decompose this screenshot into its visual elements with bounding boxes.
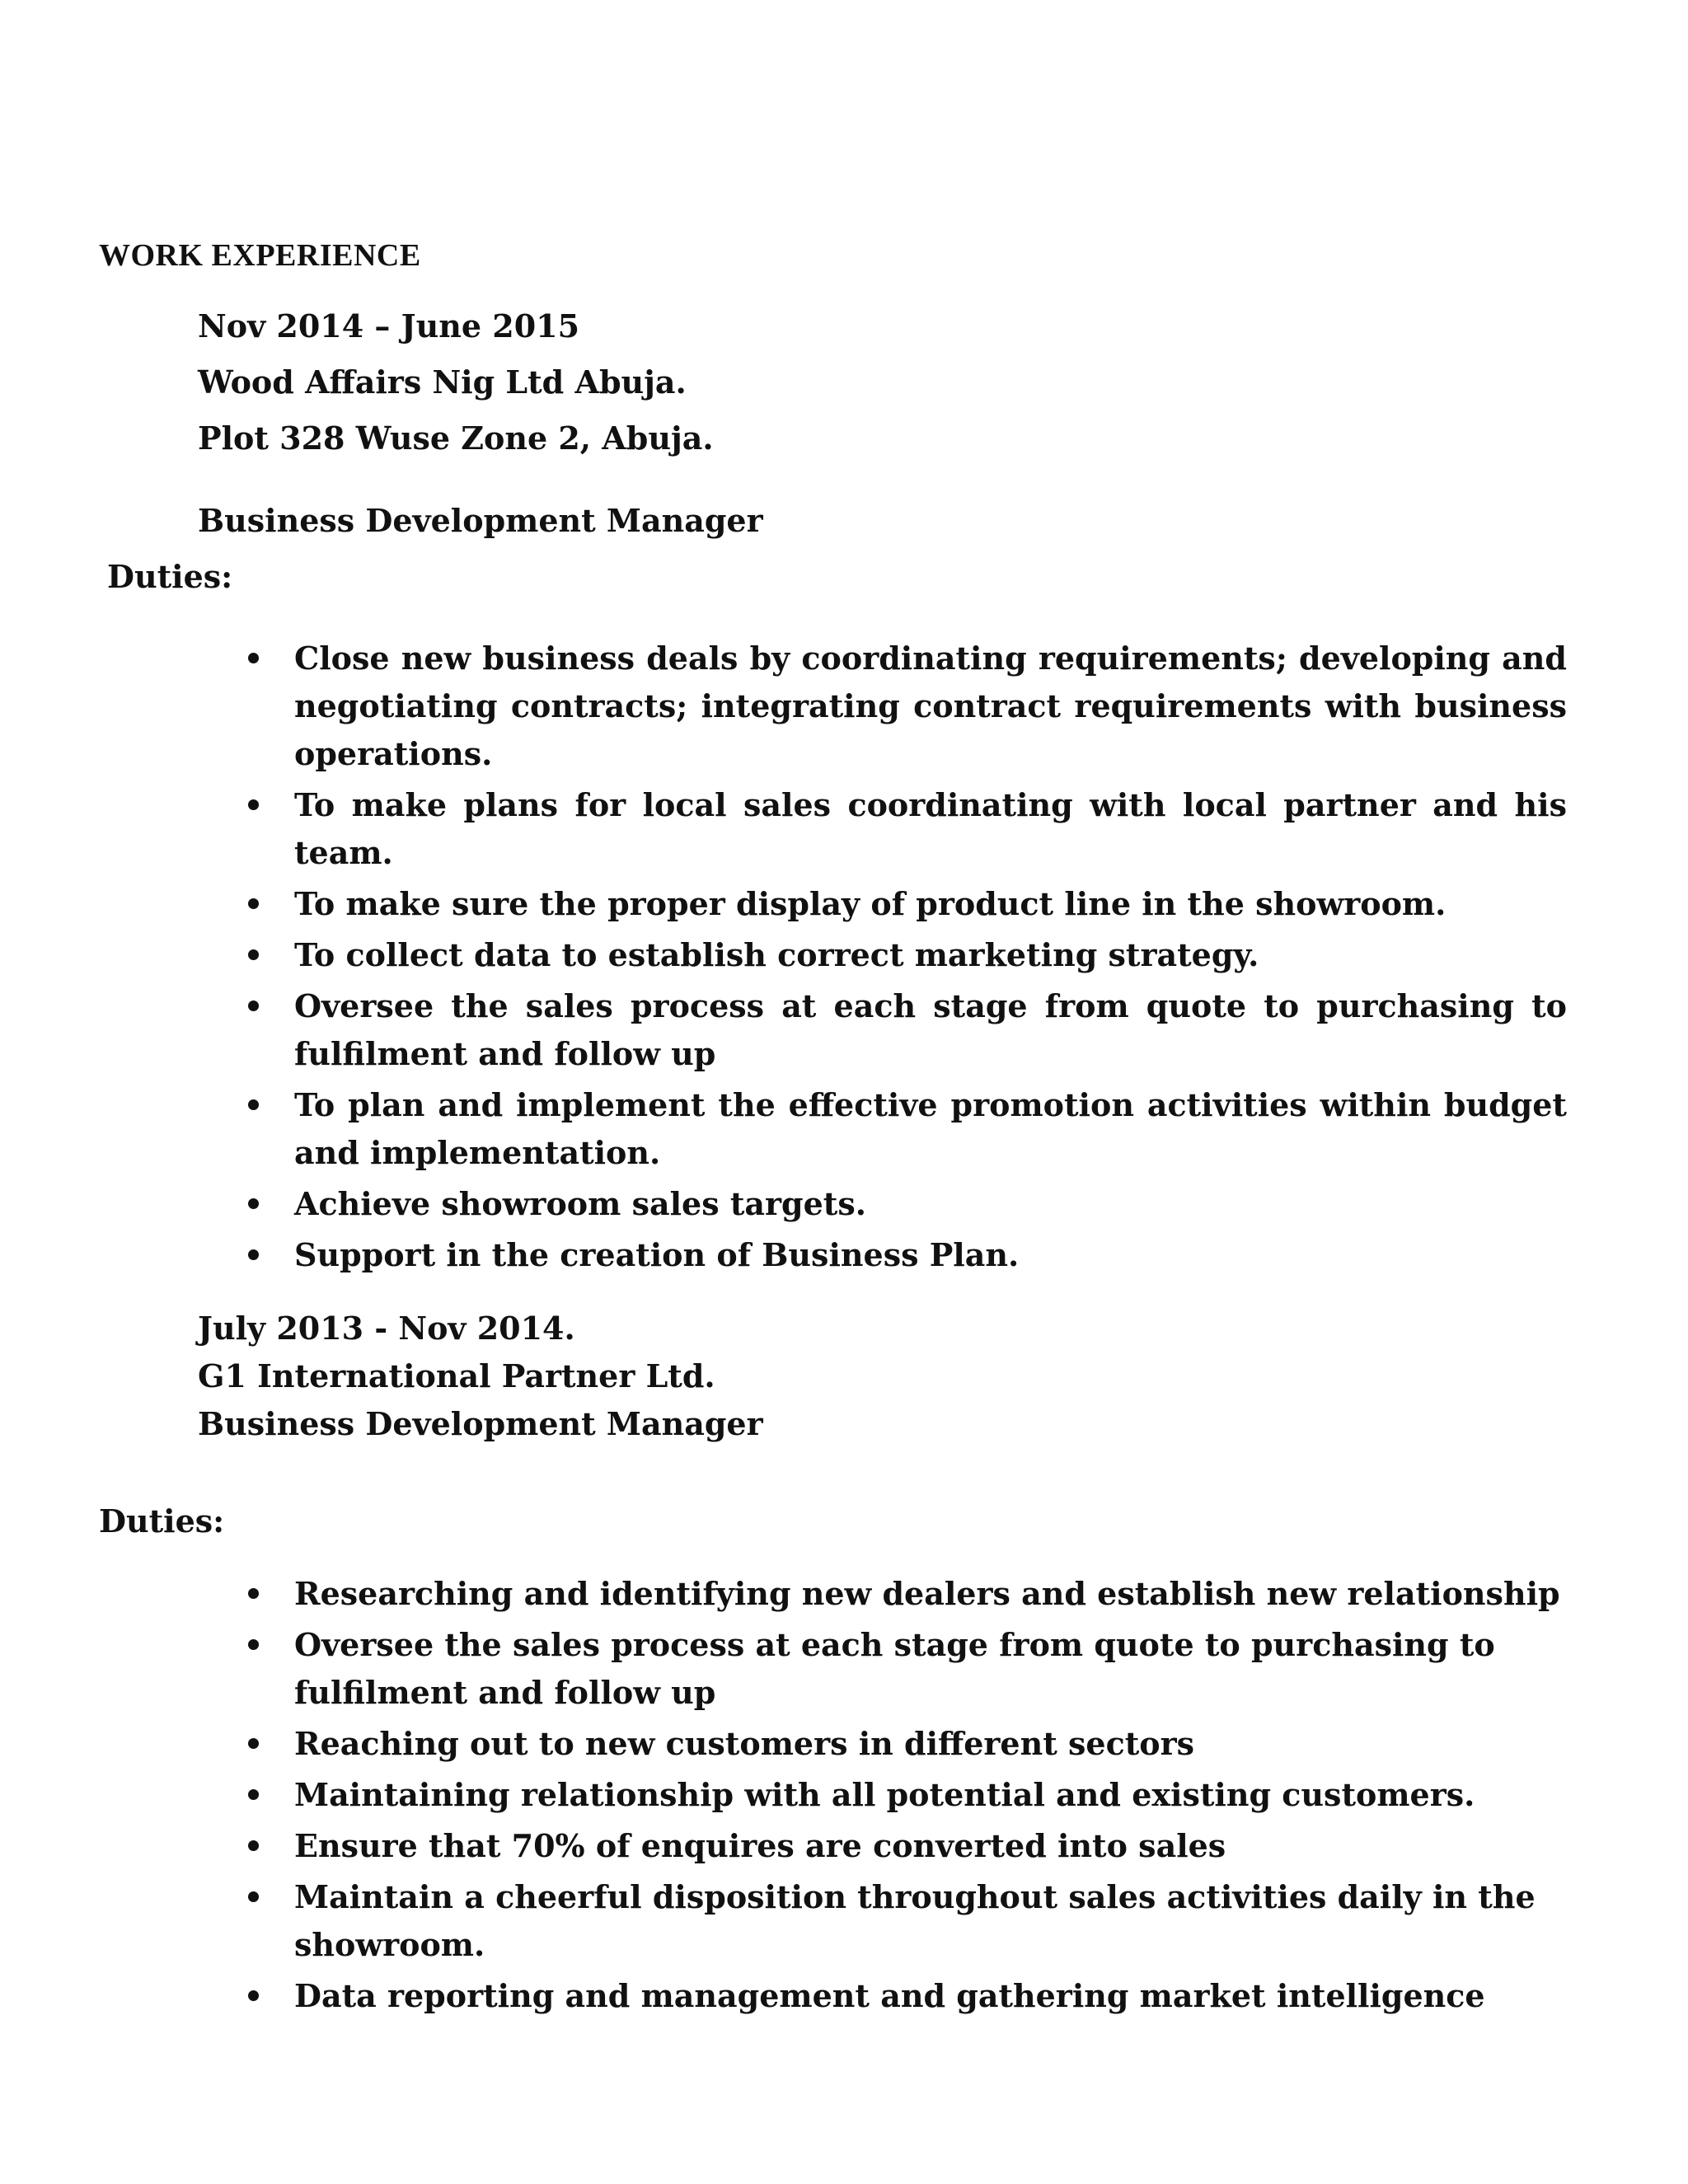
bullet-icon xyxy=(248,1588,259,1599)
list-item: Support in the creation of Business Plan. xyxy=(243,1231,1567,1279)
list-item: Achieve showroom sales targets. xyxy=(243,1180,1567,1228)
bullet-icon xyxy=(248,1001,259,1011)
list-item: Maintain a cheerful disposition throughout sales activities daily in the showroom. xyxy=(243,1873,1567,1969)
list-item: Oversee the sales process at each stage from quote to purchasing to fulfilment and follow up xyxy=(243,982,1567,1078)
section-heading: WORK EXPERIENCE xyxy=(99,238,421,273)
job2-company: G1 International Partner Ltd. xyxy=(198,1357,715,1394)
bullet-icon xyxy=(248,898,259,909)
list-item: Oversee the sales process at each stage from quote to purchasing to fulfilment and follow up xyxy=(243,1621,1567,1717)
bullet-icon xyxy=(248,799,259,810)
bullet-icon xyxy=(248,1099,259,1110)
list-item: Researching and identifying new dealers and establish new relationship xyxy=(243,1570,1567,1618)
job1-dates: Nov 2014 – June 2015 xyxy=(198,307,580,344)
list-item: Maintaining relationship with all potential and existing customers. xyxy=(243,1771,1567,1819)
bullet-icon xyxy=(248,949,259,960)
job2-dates: July 2013 - Nov 2014. xyxy=(198,1310,575,1347)
job1-duties-list xyxy=(243,635,1567,1282)
list-item: Close new business deals by coordinating requirements; developing and negotiating contracts; integrating contract requirements with business operations. xyxy=(243,635,1567,778)
list-item: Reaching out to new customers in different sectors xyxy=(243,1720,1567,1768)
job2-duties-label: Duties: xyxy=(99,1502,225,1540)
bullet-icon xyxy=(248,1789,259,1800)
bullet-icon xyxy=(248,1198,259,1209)
list-item: To make sure the proper display of product line in the showroom. xyxy=(243,880,1567,928)
bullet-icon xyxy=(248,1639,259,1650)
bullet-icon xyxy=(248,1891,259,1902)
list-item: To collect data to establish correct marketing strategy. xyxy=(243,931,1567,979)
job2-title: Business Development Manager xyxy=(198,1405,763,1442)
bullet-icon xyxy=(248,653,259,663)
bullet-icon xyxy=(248,1990,259,2001)
job1-title: Business Development Manager xyxy=(198,502,763,539)
bullet-icon xyxy=(248,1738,259,1749)
list-item: To make plans for local sales coordinating with local partner and his team. xyxy=(243,781,1567,877)
list-item: Data reporting and management and gathering market intelligence xyxy=(243,1972,1567,2020)
list-item: Ensure that 70% of enquires are converted into sales xyxy=(243,1822,1567,1870)
job2-duties-list xyxy=(243,1570,1567,2023)
job1-address: Plot 328 Wuse Zone 2, Abuja. xyxy=(198,419,714,457)
job1-company: Wood Affairs Nig Ltd Abuja. xyxy=(198,363,687,401)
bullet-icon xyxy=(248,1840,259,1851)
bullet-icon xyxy=(248,1249,259,1260)
list-item: To plan and implement the effective promotion activities within budget and implementation. xyxy=(243,1081,1567,1177)
job1-duties-label: Duties: xyxy=(107,558,233,595)
